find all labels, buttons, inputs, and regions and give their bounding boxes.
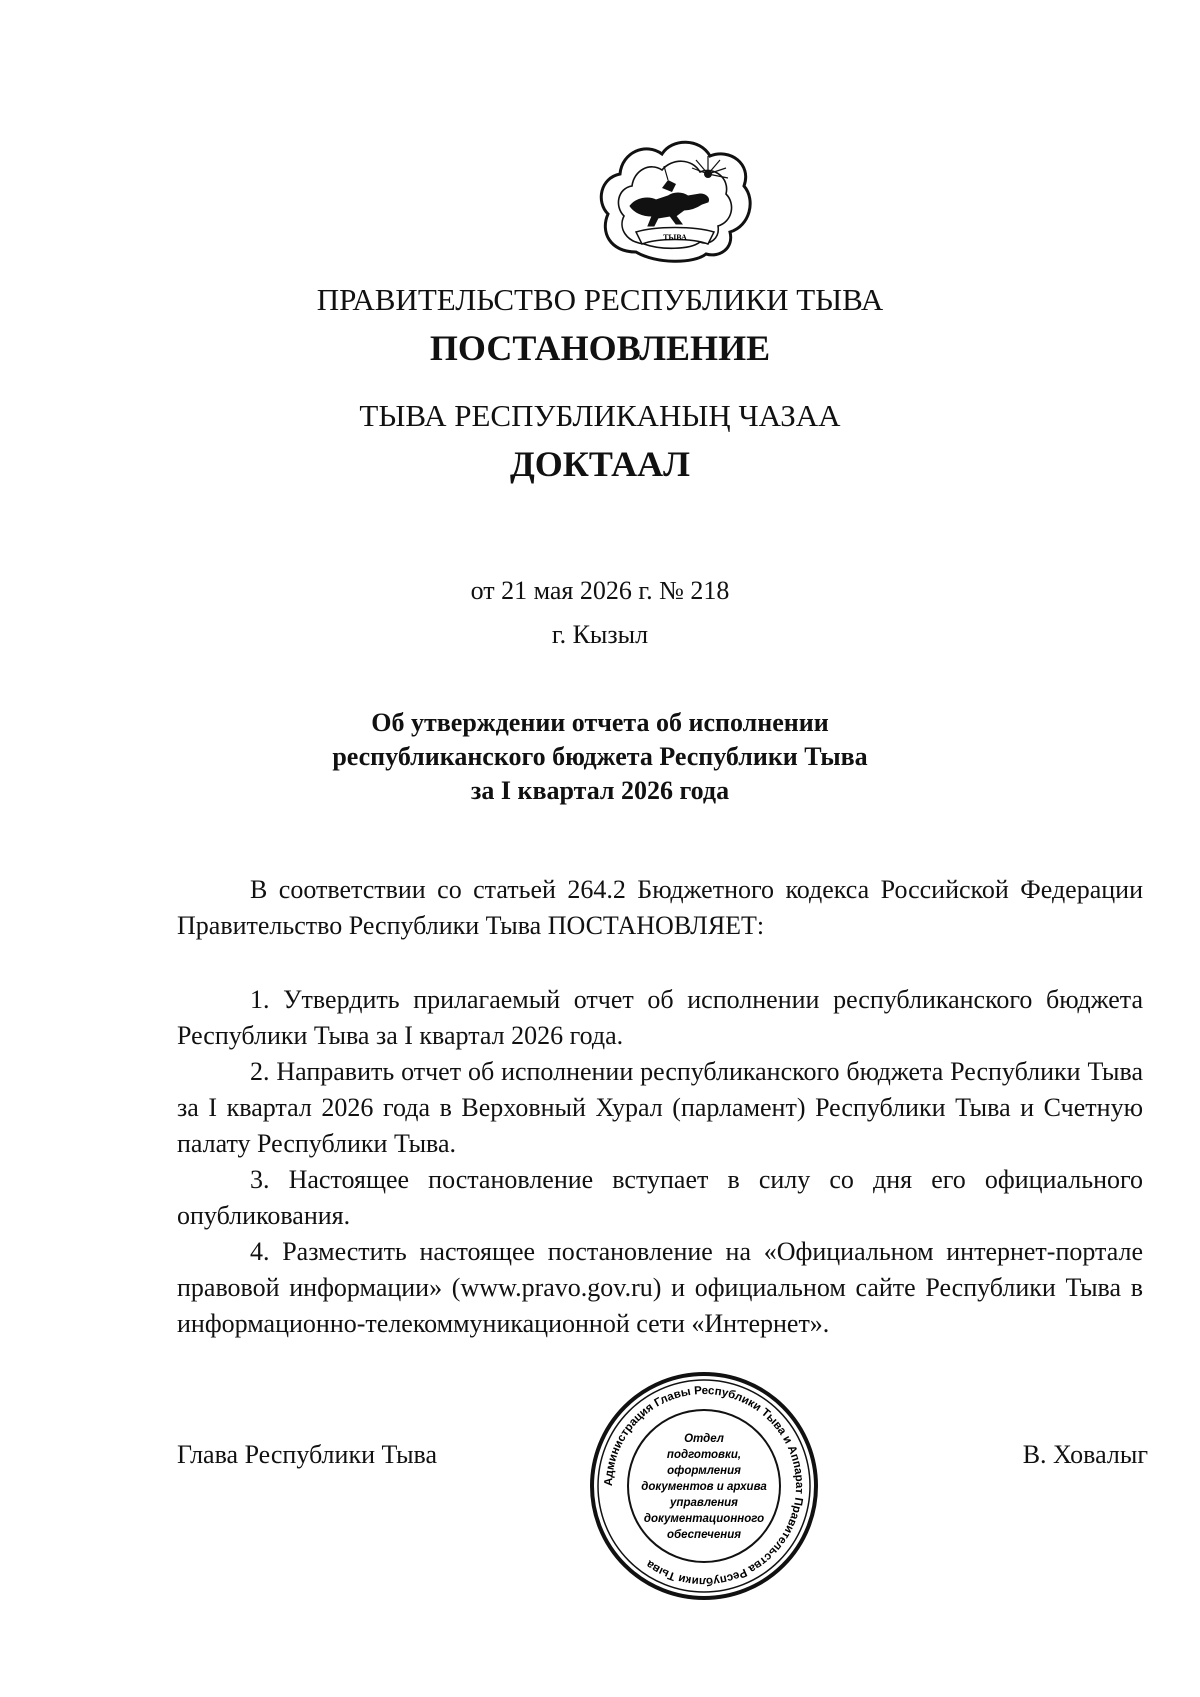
decree-item-3: 3. Настоящее постановление вступает в силу со дня его официального опубликования. — [177, 1165, 1143, 1230]
stamp-center-line: Отдел — [684, 1433, 724, 1445]
document-type-ru: ПОСТАНОВЛЕНИЕ — [429, 328, 771, 368]
title-line: республиканского бюджета Республики Тыва — [332, 742, 868, 771]
stamp-center-line: управления — [670, 1497, 738, 1509]
stamp-center-line: обеспечения — [666, 1529, 742, 1541]
title-line: Об утверждении отчета об исполнении — [371, 708, 829, 737]
document-city: г. Кызыл — [551, 620, 649, 649]
official-stamp — [584, 1366, 824, 1606]
signatory-position: Глава Республики Тыва — [177, 1440, 438, 1469]
stamp-ring-textpath: Администрация Главы Республики Тыва и Аппарат Правительства Республики Тыва — [602, 1384, 806, 1588]
decree-item-2: 2. Направить отчет об исполнении республиканского бюджета Республики Тыва за I квартал 2026 года в Верховный Хурал (парламент) Республики Тыва и Счетную палату Республики Тыва. — [177, 1057, 1143, 1158]
decree-item-1: 1. Утвердить прилагаемый отчет об исполнении республиканского бюджета Республики Тыва за I квартал 2026 года. — [177, 985, 1143, 1050]
stamp-center-line: документов и архива — [641, 1481, 767, 1493]
stamp-center-line: подготовки, — [666, 1449, 742, 1461]
signatory-name: В. Ховалыг — [1022, 1440, 1148, 1469]
emblem-ribbon-text: ТЫВА — [663, 233, 687, 242]
stamp-center-line: документационного — [643, 1513, 765, 1525]
document-type-tyv: ДОКТААЛ — [510, 444, 690, 484]
title-line: за I квартал 2026 года — [470, 776, 730, 805]
tuva-coat-of-arms-icon — [596, 136, 754, 264]
document-date-number: от 21 мая 2026 г. № 218 — [470, 576, 730, 605]
government-name-ru: ПРАВИТЕЛЬСТВО РЕСПУБЛИКИ ТЫВА — [316, 282, 884, 317]
government-name-tyv: ТЫВА РЕСПУБЛИКАНЫҢ ЧАЗАА — [359, 398, 841, 433]
stamp-center-line: оформления — [667, 1465, 741, 1477]
document-title — [0, 706, 1200, 808]
intro-paragraph: В соответствии со статьей 264.2 Бюджетного кодекса Российской Федерации Правительство Республики Тыва ПОСТАНОВЛЯЕТ: — [177, 875, 1143, 940]
decree-item-4: 4. Разместить настоящее постановление на «Официальном интернет-портале правовой информации» (www.pravo.gov.ru) и официальном сайте Республики Тыва в информационно-телекоммуникационной сети «Интернет». — [177, 1237, 1143, 1338]
